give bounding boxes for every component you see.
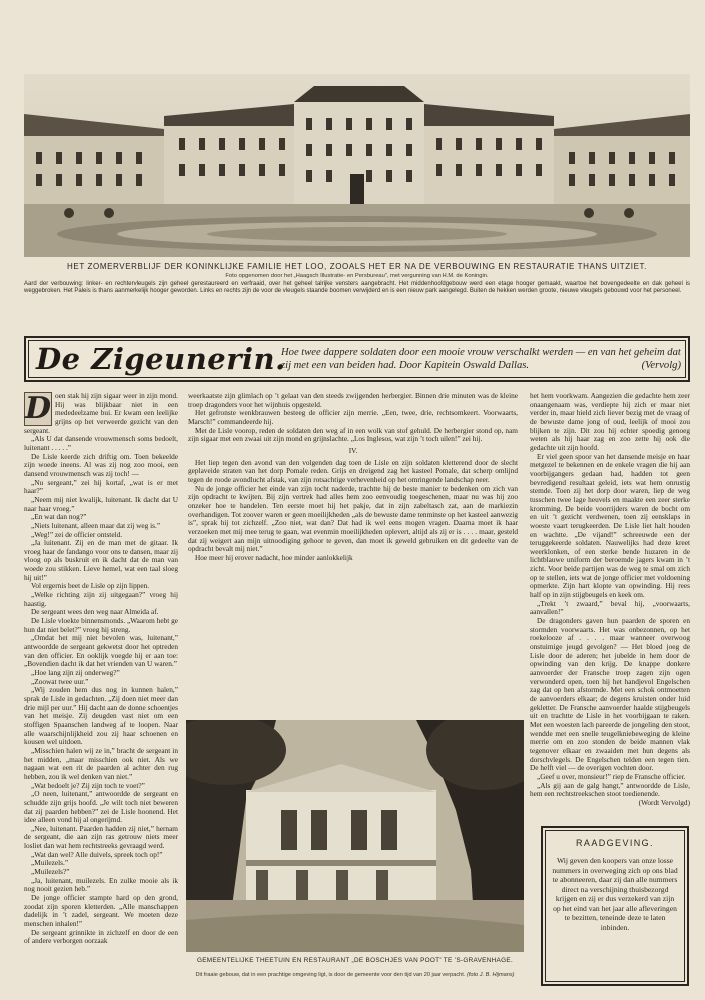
paragraph: De sergeant wees den weg naar Almeida af. xyxy=(31,607,159,617)
paragraph: „En wat dan nog?” xyxy=(31,512,87,522)
paragraph: De Lisle keerde zich driftig om. Toen bekeelde zijn woede ineens. Al was zij nog zoo mooi, een dansend vrouwmensch was zij toch! — xyxy=(24,451,178,478)
paragraph: „Neem mij niet kwalijk, luitenant. Ik dacht dat U naar haar vroeg.” xyxy=(24,494,178,513)
paragraph: Nu de jonge officier het einde van zijn tocht naderde, trachtte hij de beste manier te bedenken om zich van zijn opdracht te kwijten. Bij zijn vertrek had alles hem zoo eenvoudig toegeschenen, maar nu was hij zoo onzeker hoe te handelen. Ten eerste moet hij het pakje, dat in zijn zabeltasch zat, aan de markiezin overhandigen. Tot zoover waren er geen moeilijkheden „als de bewuste dame tenminste op het kasteel aanwezig is”, sprak hij tot zichzelf. „Zoo niet, wat dan? Dat had ik wel eens mogen vragen. Daarna moet ik haar verzoeken met mij mee terug te gaan, wat evenmin moeilijkheden oplevert, altijd als zij er is . . . . maar, gesteld dat zij weigert aan mijn uitnoodiging gehoor te geven, dan moet ik geweld gebruiken en dit gedeelte van de opdracht bevalt mij niet.” xyxy=(188,483,518,554)
bottom-photo-caption: GEMEENTELIJKE THEETUIN EN RESTAURANT „DE BOSCHJES VAN POOT” TE ’S-GRAVENHAGE. xyxy=(196,957,514,964)
palace-photo xyxy=(24,74,690,257)
paragraph: Met de Lisle voorop, reden de soldaten den weg af in een wolk van stof gehuld. De herbergier stond op, nam zijn sigaar met een zwaai uit zijn mond en grijnslachte. „Los Inglesos, wat zijn ’t toch uilen!” zei hij. xyxy=(188,425,518,444)
paragraph: „Weg!” zei de officier ontsteld. xyxy=(31,529,123,539)
paragraph: weerkaatste zijn glimlach op ’t gelaat van den steeds zwijgenden herbergier. Binnen drie minuten was de kleine troep dragonders voor het wijnhuis opgesteld. xyxy=(188,391,518,409)
top-photo-description: Aard der verbouwing: linker- en rechtervleugels zijn geheel gerestaureerd en verfraaid, over het geheel talrijke vensters aangebracht. Het middenhoofdgebouw werd een etage hooger gemaakt, waartoe het bovengedeelte en dak geheel is weggebroken. Het Paleis is thans aanmerkelijk hooger geworden. Links en rechts zijn de voor de vleugels staande boomen verwijderd en is een nieuw park aangelegd. Buiten de hekken werden groote, nieuwe vleugels gebouwd voor het personeel. xyxy=(24,281,690,295)
paragraph: De jonge officier stampte hard op den grond, zoodat zijn sporen kletterden. „Alle manschappen dadelijk in ’t zadel, sergeant. We moeten deze menschen inhalen!” xyxy=(24,893,178,929)
advice-box xyxy=(541,826,689,986)
paragraph: „Zoowat twee uur.” xyxy=(31,676,89,686)
advice-title: RAADGEVING. xyxy=(576,838,654,848)
paragraph: „O neen, luitenant,” antwoordde de sergeant en schudde zijn grijs hoofd. „Je wilt toch niet beweren dat zij paarden hebben?” zei de Lisle hoonend. Het idee alleen vond hij al ongerijmd. xyxy=(24,789,178,825)
bottom-photo-credit: (foto J. B. Hijmans) xyxy=(466,972,515,978)
paragraph: Het gefronste wenkbrauwen besteeg de officier zijn merrie. „Een, twee, drie, rechtsomkeert. Voorwaarts, Marsch!” commandeerde hij. xyxy=(188,408,518,426)
paragraph: „Geef u over, monsieur!” riep de Fransche officier. xyxy=(537,771,686,781)
paragraph: Vol ergernis beet de Lisle op zijn lippen. xyxy=(31,581,150,591)
paragraph: „Niets luitenant, alleen maar dat zij weg is.” xyxy=(31,520,161,530)
paragraph: „Misschien halen wij ze in,” bracht de sergeant in het midden, „maar misschien ook niet. Als we nagaan wat een rit de paarden al achter den rug hebben, zou ik wel denken van niet.” xyxy=(24,745,178,781)
teahouse-photo xyxy=(186,720,524,952)
paragraph: „Muilezels.” xyxy=(31,858,69,868)
paragraph: „Wij zouden hem dus nog in kunnen halen,” sprak de Lisle in gedachten. „Zij doen niet meer dan drie mijl per uur.” Hij dacht aan de donne schoentjes van het meisje. Zij deugden vast niet om een stoffigen Spaanschen landweg af te loopen. Naar alle waarschijnlijkheid zou zij haar schoenen en kousen wel uitdoen. xyxy=(24,685,178,747)
article-column-2 xyxy=(188,392,518,562)
bottom-photo-text: Dit fraaie gebouw, dat in een prachtige omgeving ligt, is door de gemeente voor den tijd van 20 jaar verpacht. xyxy=(195,972,466,978)
paragraph: „Trekt ’t zwaard,” beval hij, „voorwaarts, aanvallen!” xyxy=(530,598,690,617)
top-photo-caption: HET ZOMERVERBLIJF DER KONINKLIJKE FAMILIE HET LOO, ZOOALS HET ER NA DE VERBOUWING EN RESTAURATIE THANS UITZIET. xyxy=(67,262,647,271)
story-title: De Zigeunerin. xyxy=(36,342,286,376)
paragraph: „Als gij aan de galg hangt,” antwoordde de Lisle, hem een rechtstreekschen stoot toedienende. xyxy=(530,780,690,799)
paragraph: het hem voorkwam. Aangezien die gedachte hem zeer onaangenaam was, verdiepte hij zich er maar niet verder in, maar hield zich liever bezig met de vraag of de bewuste dame jong of oud, leelijk of mooi zou blijken te zijn. Dit zou hij echter spoedig genoeg weten als hij haar zag en zoo zette hij ook die gedachte uit zijn hoofd. xyxy=(530,391,690,452)
paragraph: „Wat bedoelt je? Zij zijn toch te voet?” xyxy=(31,780,145,790)
paragraph: „Wat dan wel? Alle duivels, spreek toch op!” xyxy=(31,849,163,859)
paragraph: De sergeant grinnikte in zichzelf en door de een of andere verborgen oorzaak xyxy=(24,927,178,946)
paragraph: Hoe meer hij erover nadacht, hoe minder aanlokkelijk xyxy=(195,552,353,562)
paragraph: De Lisle vloekte binnensmonds. „Waarom hebt ge hun dat niet belet?” vroeg hij streng. xyxy=(24,616,178,634)
paragraph: „Als U dat dansende vrouwmensch soms bedoelt, luitenant . . . . .” xyxy=(24,434,178,452)
paragraph: oen stak hij zijn sigaar weer in zijn mond. Hij was blijkbaar niet in een mededeelzame bui. Er kwam een leelijke grijns op het verweerde gezicht van den sergeant. xyxy=(24,391,178,435)
article-column-1 xyxy=(24,392,178,946)
top-photo-credit: Foto opgenomen door het „Haagsch Illustratie- en Persbureau”, met vergunning van H.M. de Koningin. xyxy=(225,273,489,279)
story-subtitle-text: Hoe twee dappere soldaten door een mooie vrouw verschalkt werden — en van het geheim dat zij met een van beiden had. Door Kapitein Oswald Dallas. xyxy=(281,347,681,371)
bottom-photo-description xyxy=(186,972,524,979)
paragraph: Het liep tegen den avond van den volgenden dag toen de Lisle en zijn soldaten kletterend door de slecht geplaveide straten van het dorp Pomale reden. Grijs en dreigend zag het kasteel Pomale, dat scherp omlijnd tegen de roode avondlucht afstak, van zijn rotsachtige verhevenheid op het omringende landschap neer. xyxy=(188,457,518,484)
advice-body: Wij geven den koopers van onze losse nummers in overweging zich op ons blad te abonneeren, daar zij dan alle nummers direct na verschijning thuisbezorgd krijgen en zij er dus verzekerd van zijn op het eind van het jaar alle afleveringen te bezitten, teneinde deze te laten inbinden. xyxy=(552,856,678,932)
section-number: IV. xyxy=(348,445,358,455)
paragraph: „Ja, luitenant, muilezels. En zulke mooie als ik nog nooit gezien heb.” xyxy=(24,875,178,894)
article-column-3 xyxy=(530,392,690,808)
paragraph: „Omdat het mij niet bevolen was, luitenant,” antwoordde de sergeant gekwetst door het optreden van den officier. En ooklijk voegde hij er aan toe: „Bovendien dacht ik dat het vrienden van U waren.” xyxy=(24,633,178,669)
drop-cap-initial: D xyxy=(25,391,52,426)
story-subtitle xyxy=(281,346,681,372)
paragraph: „Welke richting zijn zij uitgegaan?” vroeg hij haastig. xyxy=(24,590,178,608)
paragraph: „Hoe lang zijn zij onderweg?” xyxy=(31,668,120,677)
paragraph: „Ja luitenant. Zij en de man met de gitaar. Ik vroeg haar de fandango voor ons te dansen, maar zij vloog op als buskruit en ik dacht dat de man van woede zou stikken. Lieve hemel, wat een taal sloeg hij uit!” xyxy=(24,538,178,582)
paragraph: „Muilezels?” xyxy=(31,867,70,877)
story-continued-label: (Vervolg) xyxy=(641,360,681,371)
continued-note: (Wordt Vervolgd) xyxy=(638,797,690,807)
story-title-banner xyxy=(24,336,690,382)
paragraph: Er viel geen spoor van het dansende meisje en haar metgezel te bekennen en de enkele vragen die hij aan voorbijgangers gedaan had, hadden tot geen bevredigend resultaat geleid, iets wat hem onrustig stemde. Toen zij het dorp door waren, liep de weg tusschen twee lage heuvels en maakte een zeer sterke kromming. De beide voorrijders waren de bocht om en uit ’t gezicht verdwenen, toen zij eensklaps in woeste vaart terugkeerden. De Lisle liet halt houden en wachtte. „De vijand!” schreeuwde een der teruggekeerde soldaten. Nauwelijks had deze kreet weerklonken, of een sterke bende huzaren in de lichtblauwe uniform der beroemde jagers kwam in ’t zicht. Voor beide partijen was de weg te smal om zich op te stellen, iets wat de jonge officier met voldoening opmerkte. Zijn hart klopte van opwinding. Hij rees half op in zijn stijgbeugels en keek om. xyxy=(530,451,690,600)
paragraph: „Nee, luitenant. Paarden hadden zij niet,” hernam de sergeant, die aan zijn ras getrouw niets meer losliet dan wat hem rechtstreeks gevraagd werd. xyxy=(24,823,178,851)
paragraph: De dragonders gaven hun paarden de sporen en stormden voorwaarts. Het was onbezonnen, op het roekelooze af . . . . maar wanneer overwoog onstuimige jeugd gevolgen? — Het bloed joeg de Lisle door de aderen; het jubelde in hem door de opwinding van den krijg. De knappe donkere aanvoerder der Fransche troep zagen zijn ogen verwonderd open, toen hij het handjevol Engelschen zag dat op hen afstormde. Met een schok ontmoetten de aanvoerders elkaar; de degens kruisten onder luid gekletter. De Fransche aanvoerder haalde stijgbeugels uit en trachtte de Lisle in het voorbijgaan te raken. Met een woesten lach pareerde de jongeling den stoot, wendde met een snelle teugelkniebeweging de kleine merrie om en zoo stonden de beide mannen vlak tegenover elkaar en zwaaiden met hun degens als dorschvlegels. De Engelschen telden een tegen tien. De helft viel — de overigen vochten door. xyxy=(530,616,690,773)
paragraph: „Nu sergeant,” zei hij kortaf, „wat is er met haar?” xyxy=(24,477,178,496)
